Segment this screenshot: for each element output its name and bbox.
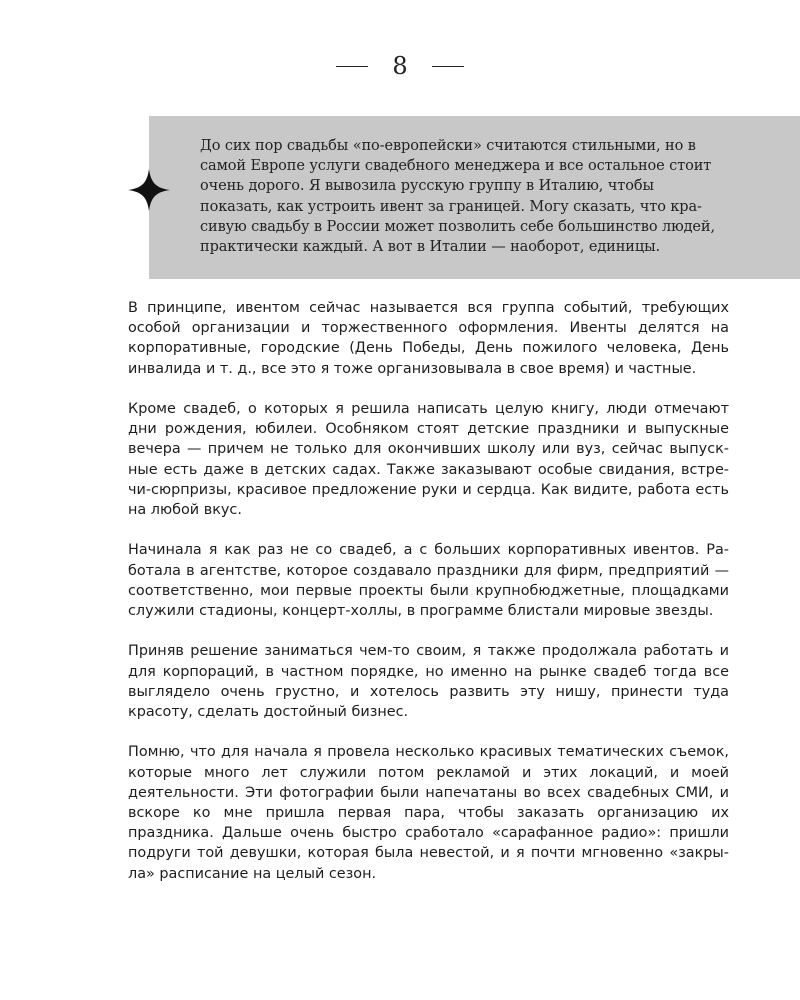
quote-text: До сих пор свадьбы «по-европейски» считаются стильными, но в самой Европе услуги свадебного менеджера и все остальное стоит очень дорого. Я вывозила русскую группу в Италию, чтобы показать, как устроить ивент за границей. Могу сказать, что красивую свадьбу в России может позволить себе большинство людей, практически каждый. А вот в Италии — наоборот, единицы.	[200, 138, 715, 256]
page-header	[0, 48, 800, 84]
body-text	[128, 298, 729, 904]
quote-box	[149, 116, 800, 279]
paragraph: Кроме свадеб, о которых я решила написать целую книгу, люди отмечают дни рождения, юбилеи. Особняком стоят детские праздники и выпускные вечера — причем не только для окончивших школу или вуз, сейчас выпускные есть даже в детских садах. Также заказывают особые свидания, встречи-сюрпризы, красивое предложение руки и сердца. Как видите, работа есть на любой вкус.	[128, 401, 729, 519]
paragraph: Помню, что для начала я провела несколько красивых тематических съемок, которые много лет служили потом рекламой и этих локаций, и моей деятельности. Эти фотографии были напечатаны во всех свадебных СМИ, и вскоре ко мне пришла первая пара, чтобы заказать организацию их праздника. Дальше очень быстро сработало «сарафанное радио»: пришли подруги той девушки, которая была невестой, и я почти мгновенно «закрыла» расписание на целый сезон.	[128, 744, 729, 882]
page-number: 8	[392, 52, 408, 80]
four-point-star-icon	[127, 168, 171, 212]
paragraph: В принципе, ивентом сейчас называется вся группа событий, требующих особой организации и торжественного оформления. Ивенты делятся на корпоративные, городские (День Победы, День пожилого человека, День инвалида и т. д., все это я тоже организовывала в свое время) и частные.	[128, 300, 729, 377]
header-rule-right	[432, 66, 464, 67]
paragraph: Начинала я как раз не со свадеб, а с больших корпоративных ивентов. Работала в агентстве, которое создавало праздники для фирм, предприятий — соответственно, мои первые проекты были крупнобюджетные, площадками служили стадионы, концерт-холлы, в программе блистали мировые звезды.	[128, 542, 729, 620]
header-rule-left	[336, 66, 368, 67]
paragraph: Приняв решение заниматься чем-то своим, я также продолжала работать и для корпораций, в частном порядке, но именно на рынке свадеб тогда все выглядело очень грустно, и хотелось развить эту нишу, принести туда красоту, сделать достойный бизнес.	[128, 643, 729, 721]
